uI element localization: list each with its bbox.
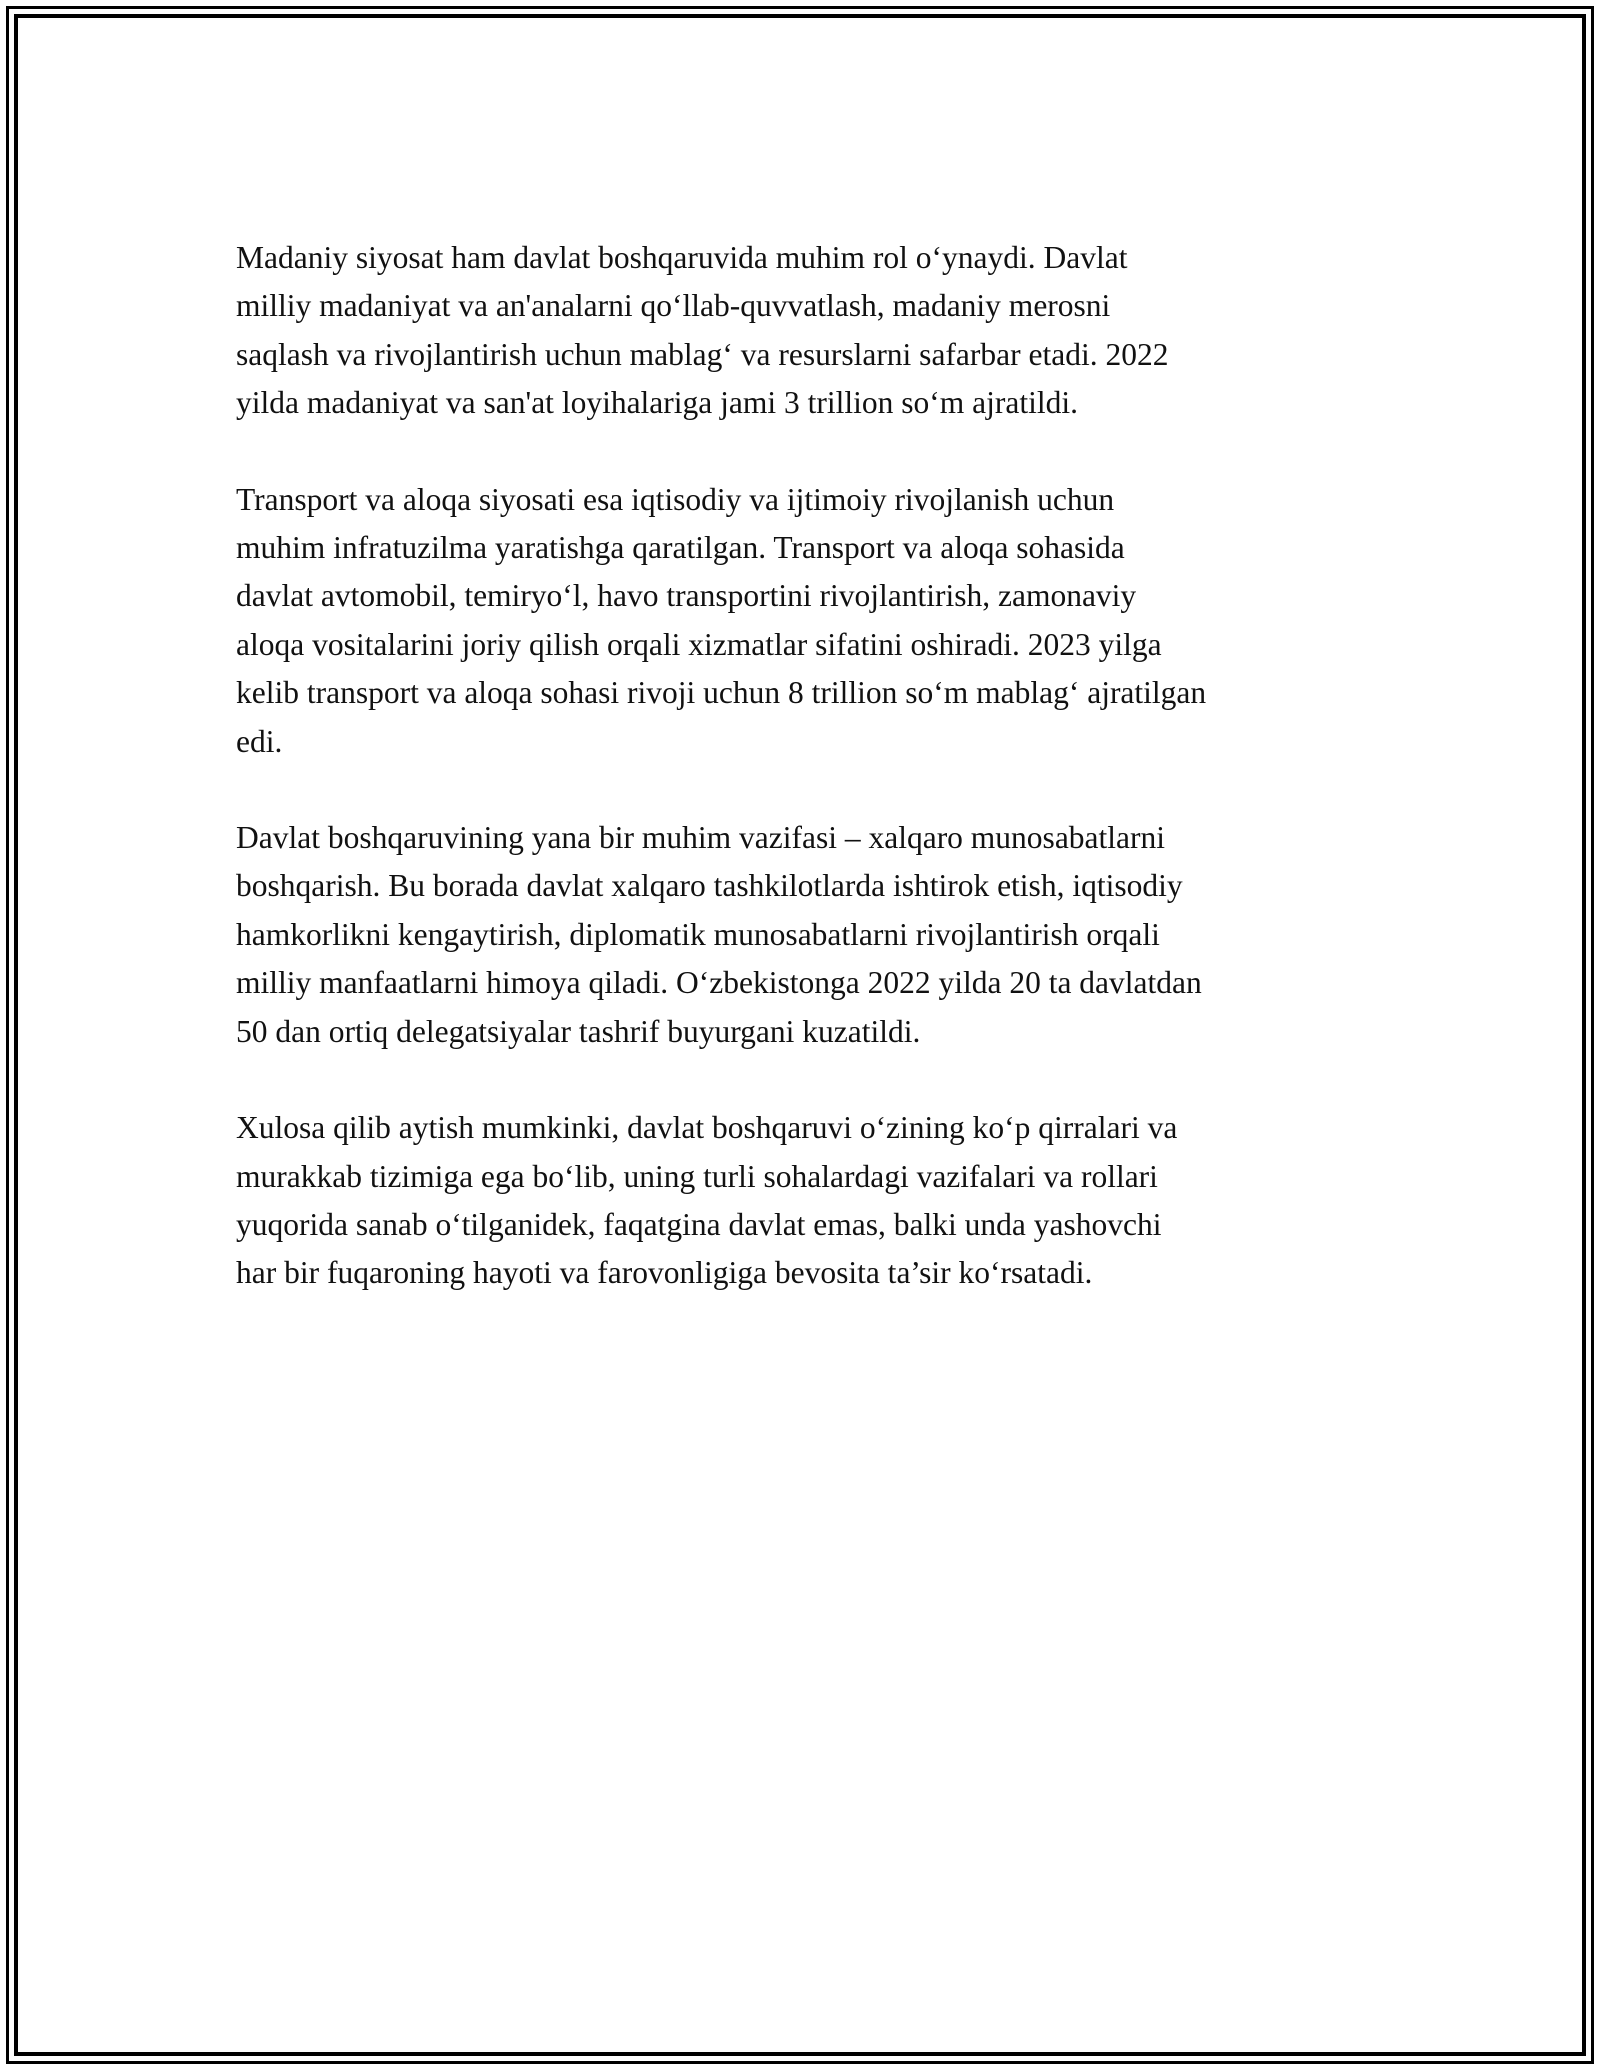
- text-line: Xulosa qilib aytish mumkinki, davlat boshqaruvi o‘zining ko‘p qirralari va: [236, 1110, 1178, 1146]
- text-line: Davlat boshqaruvining yana bir muhim vazifasi – xalqaro munosabatlarni: [236, 820, 1166, 856]
- text-line: yuqorida sanab o‘tilganidek, faqatgina davlat emas, balki unda yashovchi: [236, 1206, 1162, 1242]
- document-body: [236, 234, 1376, 1346]
- text-line: murakkab tizimiga ega bo‘lib, uning turli sohalardagi vazifalari va rollari: [236, 1158, 1158, 1194]
- text-line: Madaniy siyosat ham davlat boshqaruvida muhim rol o‘ynaydi. Davlat: [236, 240, 1128, 275]
- text-line: davlat avtomobil, temiryo‘l, havo transportini rivojlantirish, zamonaviy: [236, 578, 1137, 614]
- text-line: hamkorlikni kengaytirish, diplomatik munosabatlarni rivojlantirish orqali: [236, 916, 1160, 952]
- text-line: edi.: [236, 723, 283, 759]
- text-line: boshqarish. Bu borada davlat xalqaro tashkilotlarda ishtirok etish, iqtisodiy: [236, 868, 1183, 904]
- text-line: 50 dan ortiq delegatsiyalar tashrif buyurgani kuzatildi.: [236, 1013, 921, 1049]
- text-line: aloqa vositalarini joriy qilish orqali xizmatlar sifatini oshiradi. 2023 yilga: [236, 626, 1162, 662]
- text-line: saqlash va rivojlantirish uchun mablag‘ va resurslarni safarbar etadi. 2022: [236, 336, 1169, 372]
- text-line: muhim infratuzilma yaratishga qaratilgan. Transport va aloqa sohasida: [236, 530, 1125, 566]
- paragraph-international-relations: [236, 814, 1376, 1056]
- text-line: har bir fuqaroning hayoti va farovonligiga bevosita ta’sir ko‘rsatadi.: [236, 1255, 1093, 1291]
- text-line: yilda madaniyat va san'at loyihalariga jami 3 trillion so‘m ajratildi.: [236, 385, 1078, 421]
- paragraph-transport-policy: [236, 476, 1376, 766]
- text-line: milliy manfaatlarni himoya qiladi. O‘zbekistonga 2022 yilda 20 ta davlatdan: [236, 965, 1202, 1001]
- paragraph-conclusion: [236, 1104, 1376, 1298]
- text-line: kelib transport va aloqa sohasi rivoji uchun 8 trillion so‘m mablag‘ ajratilgan: [236, 675, 1207, 711]
- text-line: Transport va aloqa siyosati esa iqtisodiy va ijtimoiy rivojlanish uchun: [236, 481, 1115, 517]
- text-line: milliy madaniyat va an'analarni qo‘llab-quvvatlash, madaniy merosni: [236, 288, 1111, 324]
- paragraph-culture-policy: [236, 234, 1376, 428]
